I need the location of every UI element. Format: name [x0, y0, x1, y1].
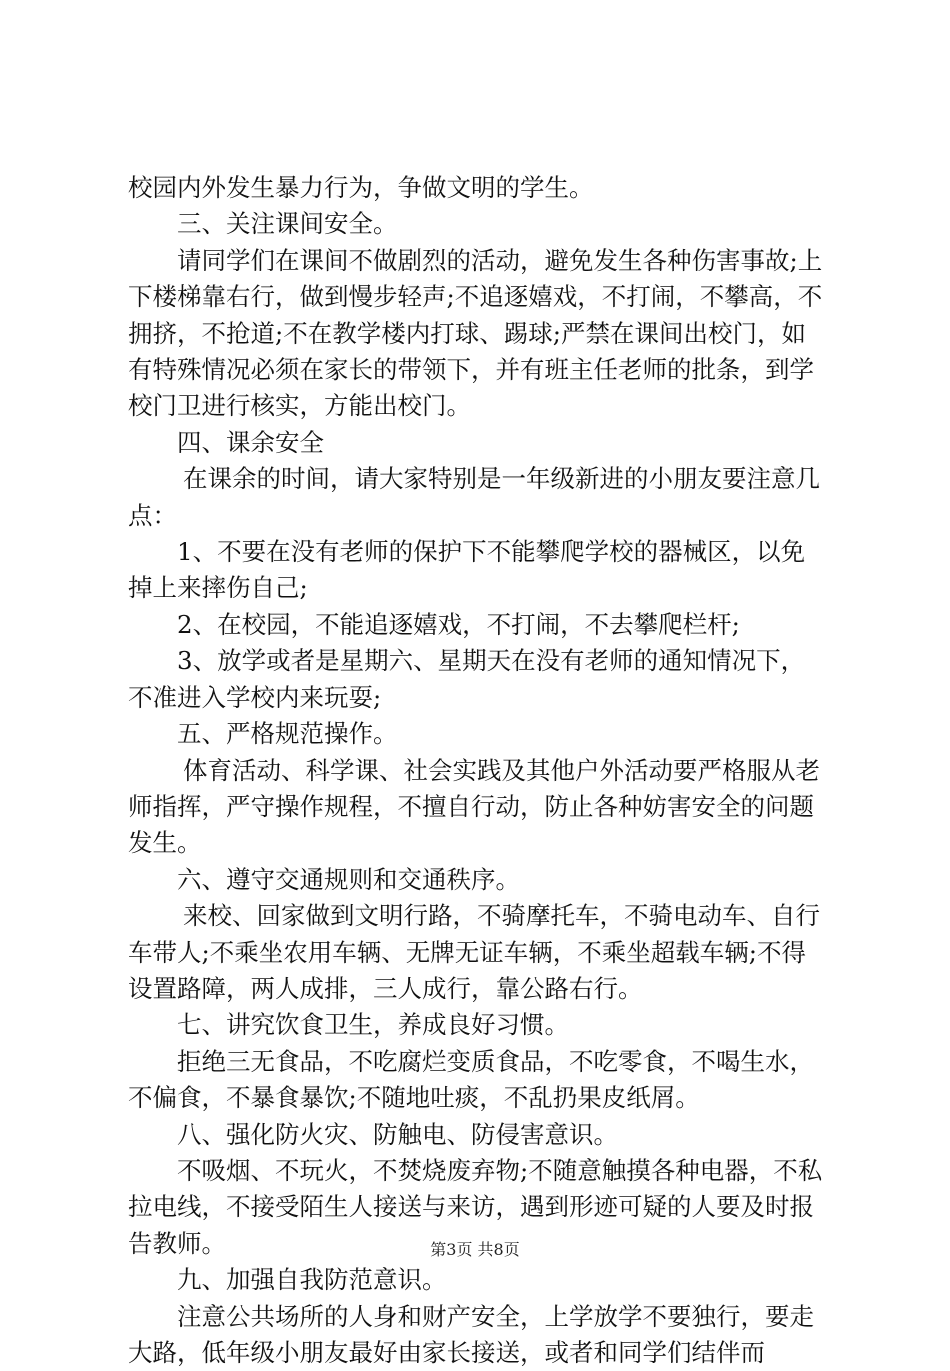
document-body [128, 170, 828, 1371]
paragraph: 在课余的时间，请大家特别是一年级新进的小朋友要注意几点： [128, 464, 820, 530]
section-heading: 五、严格规范操作。 [177, 719, 398, 749]
section-heading: 六、遵守交通规则和交通秩序。 [177, 864, 520, 894]
paragraph: 不吸烟、不玩火，不焚烧废弃物;不随意触摸各种电器，不私拉电线，不接受陌生人接送与来访，遇到形迹可疑的人要及时报告教师。 [128, 1155, 823, 1258]
section-heading: 七、讲究饮食卫生，养成良好习惯。 [177, 1010, 569, 1040]
paragraph: 校园内外发生暴力行为，争做文明的学生。 [128, 173, 594, 202]
list-item: 3、放学或者是星期六、星期天在没有老师的通知情况下，不准进入学校内来玩耍; [128, 646, 806, 712]
list-item: 2、在校园，不能追逐嬉戏，不打闹，不去攀爬栏杆; [177, 609, 740, 639]
paragraph: 来校、回家做到文明行路，不骑摩托车，不骑电动车、自行车带人;不乘坐农用车辆、无牌无证车辆，不乘坐超载车辆;不得设置路障，两人成排，三人成行，靠公路右行。 [128, 901, 820, 1003]
section-heading: 三、关注课间安全。 [177, 209, 398, 239]
section-heading: 四、课余安全 [177, 427, 324, 457]
page-footer [0, 1240, 950, 1260]
page-number: 第3页 共8页 [430, 1240, 520, 1259]
paragraph: 注意公共场所的人身和财产安全，上学放学不要独行，要走大路，低年级小朋友最好由家长接送，或者和同学们结伴而 [128, 1301, 814, 1367]
list-item: 1、不要在没有老师的保护下不能攀爬学校的器械区，以免掉上来摔伤自己; [128, 537, 806, 603]
paragraph: 拒绝三无食品，不吃腐烂变质食品，不吃零食，不喝生水，不偏食，不暴食暴饮;不随地吐痰，不乱扔果皮纸屑。 [128, 1046, 814, 1113]
paragraph: 体育活动、科学课、社会实践及其他户外活动要严格服从老师指挥，严守操作规程，不擅自行动，防止各种妨害安全的问题发生。 [128, 755, 820, 858]
paragraph: 请同学们在课间不做剧烈的活动，避免发生各种伤害事故;上下楼梯靠右行，做到慢步轻声;不追逐嬉戏，不打闹，不攀高，不拥挤，不抢道;不在教学楼内打球、踢球;严禁在课间出校门，如有特殊情况必须在家长的带领下，并有班主任老师的批条，到学校门卫进行核实，方能出校门。 [128, 245, 823, 421]
section-heading: 八、强化防火灾、防触电、防侵害意识。 [177, 1119, 618, 1149]
section-heading: 九、加强自我防范意识。 [177, 1265, 447, 1295]
